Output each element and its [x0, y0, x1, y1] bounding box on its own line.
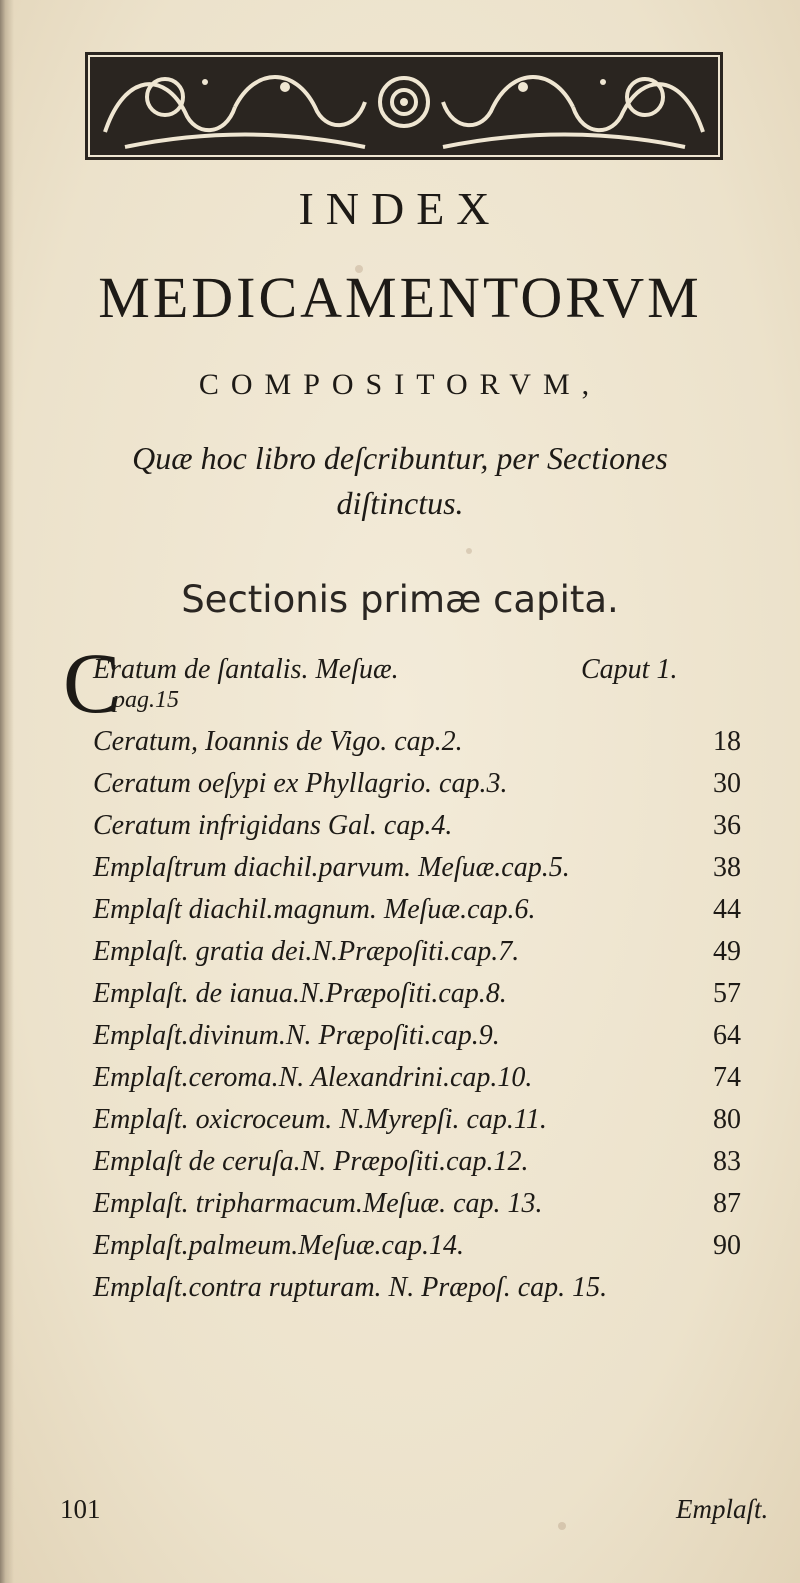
entry-page: 44 [713, 894, 741, 925]
entry-page: 57 [713, 978, 741, 1009]
entry-text: Emplaſt. gratia dei.N.Præpoſiti.cap.7. [93, 936, 520, 967]
entry-text: Ceratum oeſypi ex Phyllagrio. cap.3. [93, 768, 508, 799]
index-entry [93, 848, 741, 888]
compositorum-heading: COMPOSITORVM, [198, 368, 602, 401]
index-entry [93, 1184, 741, 1224]
entry-page: 83 [713, 1146, 741, 1177]
catchword: Emplaſt. [676, 1494, 769, 1524]
ink-spot [466, 548, 472, 554]
index-entry [93, 650, 741, 690]
index-entry [93, 1142, 741, 1182]
index-entry [93, 1016, 741, 1056]
entry-text: Emplaſt.divinum.N. Præpoſiti.cap.9. [93, 1020, 500, 1051]
entry-text: Emplaſtrum diachil.parvum. Meſuæ.cap.5. [93, 852, 570, 883]
entry-page: 64 [713, 1020, 741, 1051]
subtitle-line-1: Quæ hoc libro deſcribuntur, per Sectiones [132, 440, 668, 476]
index-entry [93, 722, 741, 762]
entry-page: 36 [713, 810, 741, 841]
entry-page: 80 [713, 1104, 741, 1135]
entry-page: 49 [713, 936, 741, 967]
entry-page: 74 [713, 1062, 741, 1093]
index-entry [93, 1058, 741, 1098]
entry-page: 18 [713, 726, 741, 757]
entry-text: Emplaſt. tripharmacum.Meſuæ. cap. 13. [93, 1188, 543, 1219]
index-entry [93, 1226, 741, 1266]
index-heading: INDEX [298, 183, 502, 234]
entry-text: Emplaſt.palmeum.Meſuæ.cap.14. [93, 1230, 464, 1261]
entry-text: Emplaſt.contra rupturam. N. Præpoſ. cap. 15. [93, 1272, 608, 1303]
entry-page: 30 [713, 768, 741, 799]
index-entry [93, 1268, 741, 1308]
entry-text: Emplaſt de ceruſa.N. Præpoſiti.cap.12. [93, 1146, 529, 1177]
drop-capital: C [63, 635, 121, 731]
entry-text: Eratum de ſantalis. Meſuæ. [93, 654, 399, 685]
index-entry [93, 890, 741, 930]
entry-text: Ceratum infrigidans Gal. cap.4. [93, 810, 453, 841]
entry-page: 90 [713, 1230, 741, 1261]
entry-page: 38 [713, 852, 741, 883]
entry-text: Emplaſt diachil.magnum. Meſuæ.cap.6. [93, 894, 536, 925]
page-number: 101 [60, 1494, 101, 1524]
woodcut-headpiece [85, 52, 723, 160]
page-reference: pag.15 [113, 687, 179, 713]
index-entry [93, 932, 741, 972]
index-entry [93, 764, 741, 804]
medicamentorum-heading: MEDICAMENTORVM [98, 265, 702, 330]
binding-gutter [0, 0, 14, 1583]
entry-text: Ceratum, Ioannis de Vigo. cap.2. [93, 726, 463, 757]
section-title: Sectionis primæ capita. [181, 578, 619, 621]
entry-text: Emplaſt. de ianua.N.Præpoſiti.cap.8. [93, 978, 507, 1009]
subtitle-line-2: diſtinctus. [336, 485, 464, 521]
entry-page: 87 [713, 1188, 741, 1219]
index-entry [93, 974, 741, 1014]
entry-text: Emplaſt.ceroma.N. Alexandrini.cap.10. [93, 1062, 533, 1093]
ink-spot [558, 1522, 566, 1530]
index-entry [93, 806, 741, 846]
entry-chapter: Caput 1. [581, 654, 678, 685]
index-entry [93, 1100, 741, 1140]
ink-spot [355, 265, 363, 273]
entry-text: Emplaſt. oxicroceum. N.Myrepſi. cap.11. [93, 1104, 547, 1135]
